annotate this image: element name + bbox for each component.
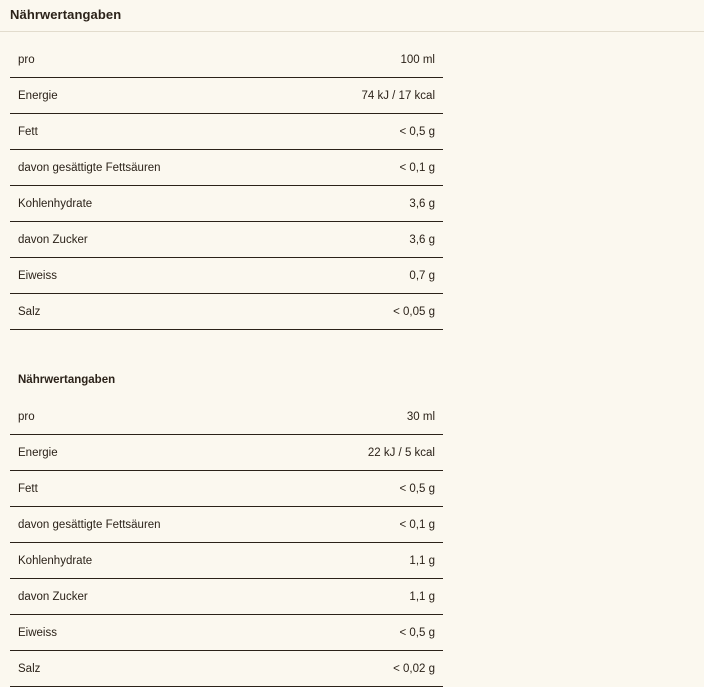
row-label: Salz — [18, 306, 41, 318]
row-value: < 0,1 g — [399, 162, 435, 174]
row-label: Fett — [18, 483, 38, 495]
table-row — [10, 579, 443, 615]
row-value: 3,6 g — [409, 234, 435, 246]
row-value: 1,1 g — [409, 555, 435, 567]
row-value: 3,6 g — [409, 198, 435, 210]
row-label: Eiweiss — [18, 627, 57, 639]
row-label: pro — [18, 54, 35, 66]
row-label: Energie — [18, 90, 58, 102]
page-title: Nährwertangaben — [10, 7, 122, 22]
row-value: < 0,5 g — [399, 126, 435, 138]
row-value: 0,7 g — [409, 270, 435, 282]
table-row — [10, 258, 443, 294]
row-label: Kohlenhydrate — [18, 555, 93, 567]
row-label: pro — [18, 411, 35, 423]
table-row — [10, 78, 443, 114]
table-row — [10, 186, 443, 222]
table-row — [10, 471, 443, 507]
table-row — [10, 543, 443, 579]
row-label: davon Zucker — [18, 591, 88, 603]
table-row — [10, 114, 443, 150]
table-row — [10, 507, 443, 543]
table-row — [10, 150, 443, 186]
row-value: 74 kJ / 17 kcal — [361, 90, 435, 102]
row-value: < 0,5 g — [399, 483, 435, 495]
row-label: Fett — [18, 126, 38, 138]
row-value: < 0,1 g — [399, 519, 435, 531]
row-value: 1,1 g — [409, 591, 435, 603]
row-value: < 0,05 g — [393, 306, 435, 318]
row-label: Energie — [18, 447, 58, 459]
row-label: Kohlenhydrate — [18, 198, 93, 210]
table-row — [10, 294, 443, 330]
row-value: 100 ml — [400, 54, 435, 66]
table-row — [10, 399, 443, 435]
row-label: Eiweiss — [18, 270, 57, 282]
row-value: < 0,02 g — [393, 663, 435, 675]
row-value: 22 kJ / 5 kcal — [367, 447, 435, 459]
row-value: < 0,5 g — [399, 627, 435, 639]
table-row — [10, 615, 443, 651]
row-label: Salz — [18, 663, 41, 675]
table-row — [10, 435, 443, 471]
nutrition-table-per-100ml — [10, 42, 443, 330]
nutrition-table-per-30ml — [10, 399, 443, 687]
row-label: davon gesättigte Fettsäuren — [18, 162, 161, 174]
row-label: davon gesättigte Fettsäuren — [18, 519, 161, 531]
row-value: 30 ml — [406, 411, 435, 423]
table-row — [10, 42, 443, 78]
row-label: davon Zucker — [18, 234, 88, 246]
page-header — [0, 0, 704, 32]
section-heading: Nährwertangaben — [18, 374, 116, 386]
table-row — [10, 222, 443, 258]
